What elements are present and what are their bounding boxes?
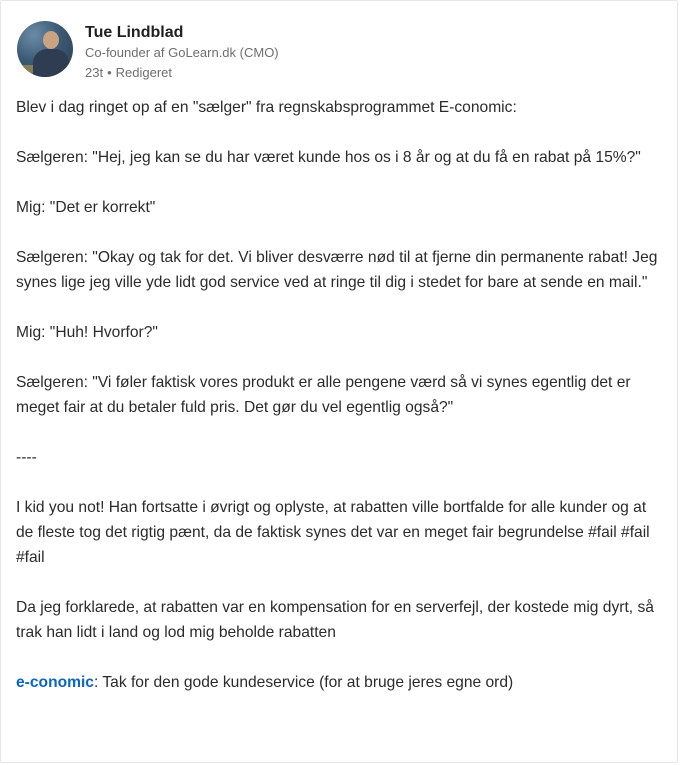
post-paragraph: I kid you not! Han fortsatte i øvrigt og oplyste, at rabatten ville bortfalde for alle kunder og at de fleste tog det rigtig pænt, da de faktisk synes det var en meget fair begrundelse #fail #fail #fail [16,499,650,566]
avatar[interactable] [17,21,73,77]
post-paragraph: Mig: "Det er korrekt" [16,199,156,216]
author-headline: Co-founder af GoLearn.dk (CMO) [85,45,279,60]
post-paragraph: Sælgeren: "Okay og tak for det. Vi bliver desværre nød til at fjerne din permanente rabat! Jeg synes lige jeg ville yde lidt god service ved at ringe til dig i stedet for bare at sende en mail." [16,249,658,291]
post-paragraph: Mig: "Huh! Hvorfor?" [16,324,158,341]
post-time: 23t [85,65,104,80]
closing-text: : Tak for den gode kundeservice (for at bruge jeres egne ord) [93,674,514,691]
post-paragraph: Sælgeren: "Hej, jeg kan se du har været kunde hos os i 8 år og at du få en rabat på 15%?" [16,149,641,166]
author-meta [85,23,279,83]
company-mention-link[interactable]: e-conomic [16,674,94,691]
post-paragraph: Da jeg forklarede, at rabatten var en kompensation for en serverfejl, der kostede mig dyrt, så trak han lidt i land og lod mig beholde rabatten [16,599,654,641]
closing-paragraph [16,670,666,695]
post-paragraph: Blev i dag ringet op af en "sælger" fra regnskabsprogrammet E-conomic: [16,99,517,116]
post-body [16,95,666,695]
post-paragraph: ---- [16,449,37,466]
post-paragraph: Sælgeren: "Vi føler faktisk vores produkt er alle pengene værd så vi synes egentlig det er meget fair at du betaler fuld pris. Det gør du vel egentlig også?" [16,374,631,416]
avatar-figure-body [33,49,69,77]
avatar-figure-head [43,31,59,49]
edited-label: Redigeret [115,65,173,80]
post-timestamp [85,63,279,83]
author-name[interactable]: Tue Lindblad [85,24,184,41]
post-header [17,21,279,83]
separator-dot: • [107,65,112,80]
